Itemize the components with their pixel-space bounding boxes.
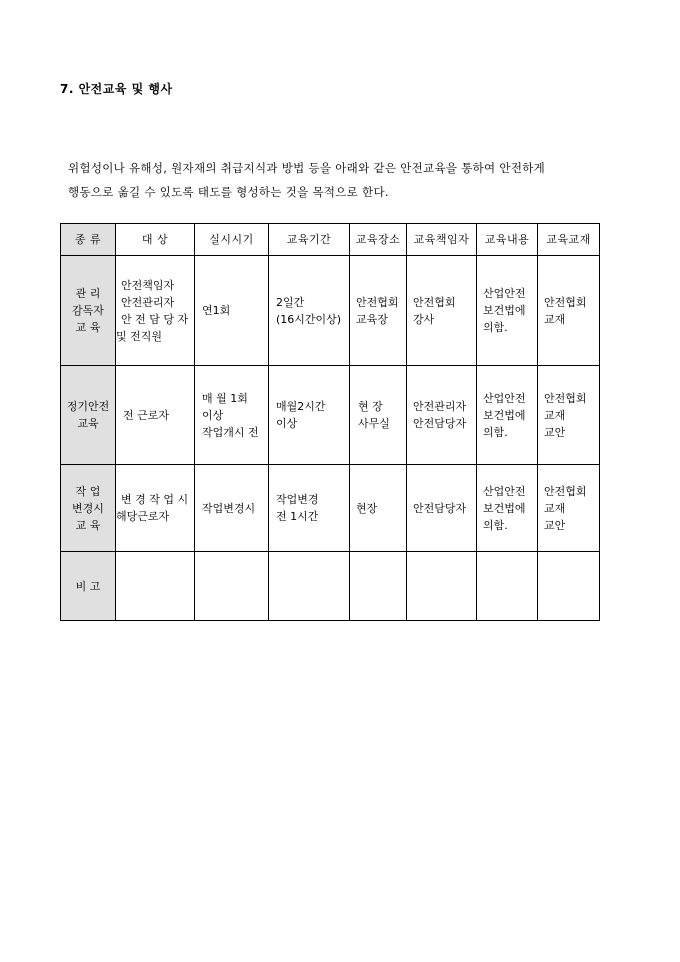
row-kind-line: 정기안전	[66, 400, 110, 413]
row-content-line: 보건법에	[483, 408, 526, 422]
row-content-line: 의함.	[483, 321, 508, 334]
row-material-line: 교안	[544, 425, 566, 439]
table-header-row	[61, 224, 600, 256]
row-target-line: 안 전 담 당 자	[121, 312, 189, 326]
row-target-line: 전 근로자	[123, 408, 170, 422]
table-row	[61, 366, 600, 465]
row-material	[538, 256, 600, 366]
remarks-cell	[538, 552, 600, 621]
row-target-line: 안전관리자	[121, 295, 175, 309]
header-kind: 종 류	[61, 224, 116, 256]
row-target-line: 해당근로자	[116, 510, 170, 523]
row-place-line: 현 장	[358, 400, 383, 413]
remarks-label: 비 고	[61, 552, 116, 621]
row-content-line: 의함.	[483, 425, 508, 439]
intro-line-2: 행동으로 옮길 수 있도록 태도를 형성하는 것을 목적으로 한다.	[68, 185, 389, 199]
row-content-line: 보건법에	[483, 501, 526, 515]
row-kind	[61, 366, 116, 465]
row-timing	[195, 465, 269, 552]
table-row	[61, 256, 600, 366]
row-period	[269, 366, 350, 465]
row-place	[350, 465, 407, 552]
row-kind	[61, 256, 116, 366]
row-timing-line: 작업변경시	[202, 501, 256, 515]
row-kind-line: 감독자	[72, 304, 104, 317]
row-material-line: 교재	[544, 312, 566, 326]
header-period: 교육기간	[269, 224, 350, 256]
row-material-line: 교재	[544, 501, 566, 515]
intro-paragraph	[68, 156, 638, 204]
intro-line-1: 위험성이나 유해성, 원자재의 취급지식과 방법 등을 아래와 같은 안전교육을 통하여 안전하게	[68, 161, 546, 175]
row-content	[477, 256, 538, 366]
row-period-line: 2일간	[276, 295, 305, 309]
remarks-cell	[195, 552, 269, 621]
row-content-line: 산업안전	[483, 391, 526, 405]
row-target	[116, 366, 195, 465]
row-content-line: 보건법에	[483, 304, 526, 317]
row-timing-line: 연1회	[202, 304, 231, 317]
row-kind	[61, 465, 116, 552]
row-owner-line: 안전담당자	[413, 417, 467, 430]
remarks-cell	[269, 552, 350, 621]
remarks-cell	[350, 552, 407, 621]
row-timing-line: 이상	[202, 408, 224, 422]
row-content	[477, 465, 538, 552]
row-period-line: 이상	[276, 417, 298, 430]
row-owner	[407, 366, 477, 465]
remarks-cell	[407, 552, 477, 621]
row-period-line: (16시간이상)	[276, 312, 342, 326]
row-owner	[407, 465, 477, 552]
row-period	[269, 465, 350, 552]
row-material	[538, 465, 600, 552]
header-target: 대 상	[116, 224, 195, 256]
header-material: 교육교재	[538, 224, 600, 256]
header-timing: 실시시기	[195, 224, 269, 256]
row-period-line: 작업변경	[276, 493, 319, 506]
row-place	[350, 256, 407, 366]
row-period	[269, 256, 350, 366]
row-kind-line: 변경시	[72, 501, 104, 515]
row-target	[116, 256, 195, 366]
row-owner	[407, 256, 477, 366]
row-kind-line: 관 리	[75, 287, 101, 300]
row-material-line: 교안	[544, 518, 566, 532]
row-owner-line: 안전담당자	[413, 501, 467, 515]
row-place-line: 안전협회	[356, 295, 399, 309]
row-target-line: 및 전직원	[116, 329, 163, 343]
table-row-remarks	[61, 552, 600, 621]
row-content-line: 산업안전	[483, 484, 526, 498]
safety-education-table	[60, 223, 600, 621]
section-title: 7. 안전교육 및 행사	[60, 82, 173, 96]
header-content: 교육내용	[477, 224, 538, 256]
row-timing-line: 작업개시 전	[202, 425, 259, 439]
row-place-line: 사무실	[358, 417, 390, 430]
row-target-line: 안전책임자	[121, 278, 175, 292]
remarks-cell	[116, 552, 195, 621]
row-timing	[195, 256, 269, 366]
row-kind-line: 작 업	[75, 484, 101, 498]
row-owner-line: 안전협회	[413, 295, 456, 309]
row-content-line: 산업안전	[483, 287, 526, 300]
table-row	[61, 465, 600, 552]
row-material-line: 안전협회	[544, 484, 587, 498]
row-timing	[195, 366, 269, 465]
header-owner: 교육책임자	[407, 224, 477, 256]
row-period-line: 매월2시간	[276, 400, 326, 413]
row-content	[477, 366, 538, 465]
row-target-line: 변 경 작 업 시	[121, 493, 189, 506]
row-material-line: 안전협회	[544, 391, 587, 405]
row-owner-line: 안전관리자	[413, 400, 467, 413]
row-kind-line: 교 육	[75, 518, 101, 532]
row-owner-line: 강사	[413, 312, 435, 326]
row-material	[538, 366, 600, 465]
remarks-cell	[477, 552, 538, 621]
row-kind-line: 교 육	[75, 321, 101, 334]
row-material-line: 교재	[544, 408, 566, 422]
row-place-line: 교육장	[356, 312, 388, 326]
row-kind-line: 교육	[77, 417, 99, 430]
row-place	[350, 366, 407, 465]
row-content-line: 의함.	[483, 518, 508, 532]
row-timing-line: 매 월 1회	[202, 391, 248, 405]
row-place-line: 현장	[356, 501, 378, 515]
row-period-line: 전 1시간	[276, 510, 319, 523]
row-target	[116, 465, 195, 552]
header-place: 교육장소	[350, 224, 407, 256]
row-material-line: 안전협회	[544, 295, 587, 309]
